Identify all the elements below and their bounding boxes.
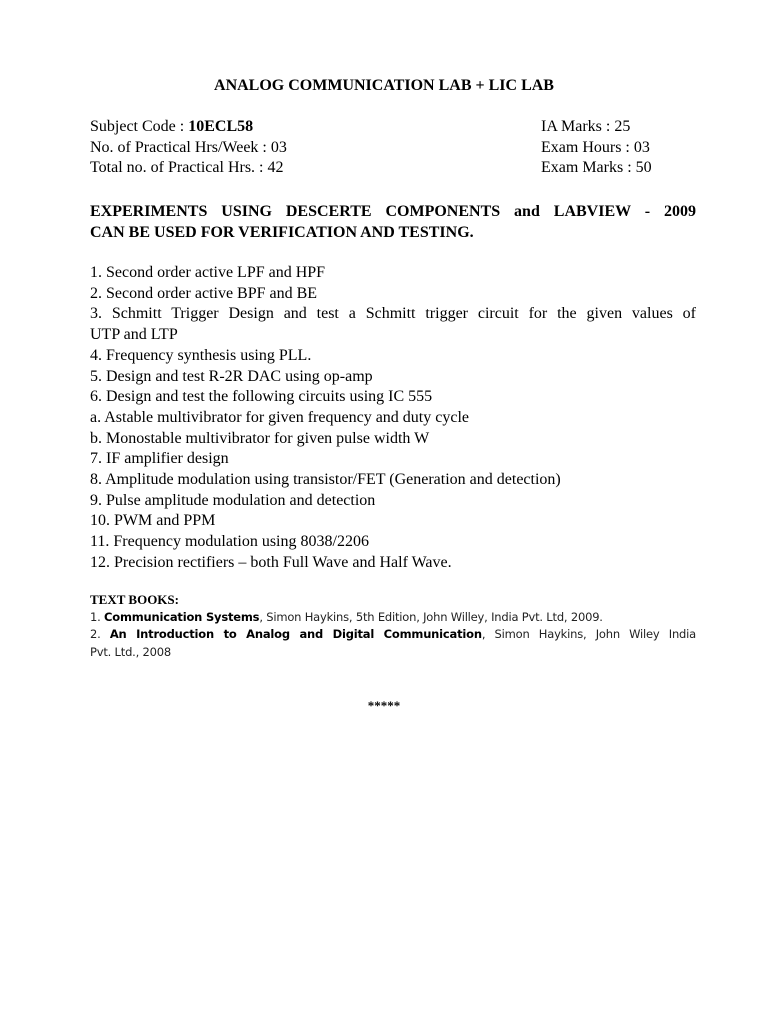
textbook-2-number: 2. <box>90 627 110 642</box>
meta-row-1 <box>90 117 696 138</box>
textbook-1-title: Communication Systems <box>104 609 260 624</box>
subject-code-label: Subject Code : <box>90 118 189 135</box>
practical-hrs-week: No. of Practical Hrs/Week : 03 <box>90 138 287 156</box>
textbook-entry-1 <box>90 609 696 627</box>
list-item: 6. Design and test the following circuits using IC 555 <box>90 388 433 406</box>
ia-marks: IA Marks : 25 <box>541 118 631 135</box>
textbook-2-line-2: Pvt. Ltd., 2008 <box>90 644 172 659</box>
end-marker: ***** <box>367 698 401 713</box>
total-practical-hrs: Total no. of Practical Hrs. : 42 <box>90 159 284 176</box>
experiments-heading <box>90 201 696 243</box>
list-item: 9. Pulse amplitude modulation and detection <box>90 491 376 509</box>
textbook-2-line-1 <box>90 626 696 644</box>
document-title: ANALOG COMMUNICATION LAB + LIC LAB <box>214 77 554 94</box>
list-item: 12. Precision rectifiers – both Full Wave and Half Wave. <box>90 553 452 571</box>
exam-marks: Exam Marks : 50 <box>541 159 652 176</box>
heading-line-1: EXPERIMENTS USING DESCERTE COMPONENTS and LABVIEW - 2009 <box>90 203 696 220</box>
meta-row-2 <box>90 138 696 159</box>
textbook-2-details: , Simon Haykins, John Wiley India <box>481 627 696 642</box>
list-item: 11. Frequency modulation using 8038/2206 <box>90 533 369 551</box>
list-item: 10. PWM and PPM <box>90 512 216 530</box>
list-item: 8. Amplitude modulation using transistor/FET (Generation and detection) <box>90 471 561 489</box>
list-item: 4. Frequency synthesis using PLL. <box>90 346 312 364</box>
list-item: 5. Design and test R-2R DAC using op-amp <box>90 367 373 385</box>
textbook-1-number: 1. <box>90 609 105 624</box>
textbook-1-details: , Simon Haykins, 5th Edition, John Willey, India Pvt. Ltd, 2009. <box>259 609 603 624</box>
list-item: 7. IF amplifier design <box>90 450 229 468</box>
heading-line-2: CAN BE USED FOR VERIFICATION AND TESTING. <box>90 224 474 241</box>
meta-row-3 <box>90 158 696 179</box>
list-item-continuation: UTP and LTP <box>90 326 178 344</box>
list-item: 1. Second order active LPF and HPF <box>90 264 326 281</box>
subject-code-value: 10ECL58 <box>188 118 254 135</box>
list-item: 3. Schmitt Trigger Design and test a Schmitt trigger circuit for the given values of <box>90 305 696 323</box>
exam-hours: Exam Hours : 03 <box>541 138 650 156</box>
textbooks-section <box>90 591 696 661</box>
textbook-2-title: An Introduction to Analog and Digital Communication <box>109 627 482 642</box>
textbooks-heading: TEXT BOOKS: <box>90 592 179 607</box>
list-item: b. Monostable multivibrator for given pulse width W <box>90 429 430 447</box>
subject-code <box>90 117 253 138</box>
experiment-list <box>90 263 696 574</box>
textbook-entry-2 <box>90 626 696 661</box>
course-meta <box>90 117 696 179</box>
list-item: a. Astable multivibrator for given frequency and duty cycle <box>90 408 469 426</box>
list-item: 2. Second order active BPF and BE <box>90 284 318 302</box>
